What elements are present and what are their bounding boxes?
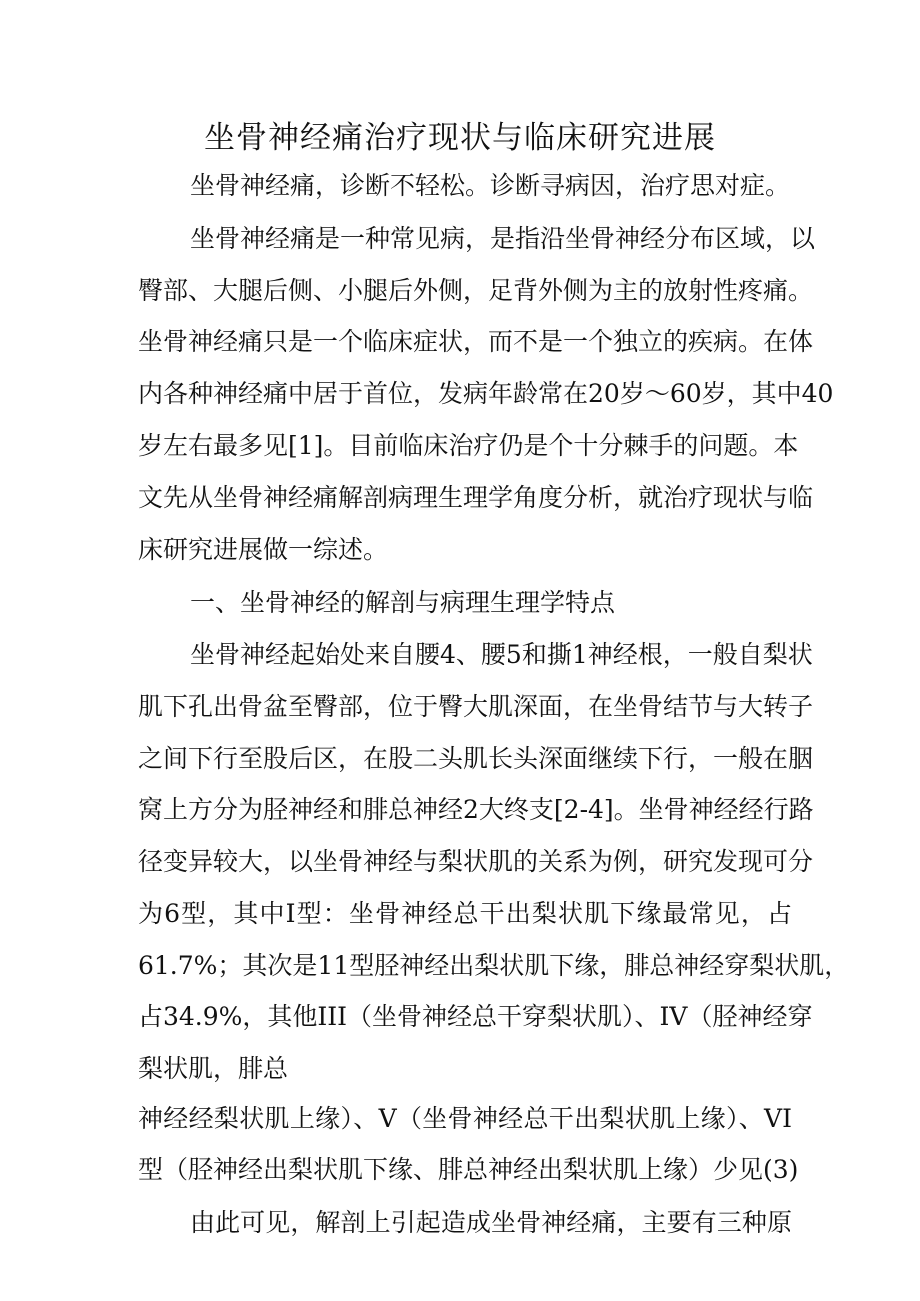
text-line: 型（胫神经出梨状肌下缘、腓总神经出梨状肌上缘）少见(3) [138,1155,799,1184]
text-line: 61.7%；其次是11型胫神经出梨状肌下缘，腓总神经穿梨状肌， [138,951,850,980]
text-line: 坐骨神经痛只是一个临床症状，而不是一个独立的疾病。在体 [138,327,814,356]
text-line: 肌下孔出骨盆至臀部，位于臀大肌深面，在坐骨结节与大转子 [138,692,814,721]
text-line: 坐骨神经痛是一种常见病，是指沿坐骨神经分布区域，以 [190,224,816,253]
text-line: 床研究进展做一综述。 [138,535,389,564]
text-line: 坐骨神经起始处来自腰4、腰5和撕1神经根，一般自梨状 [190,640,813,669]
text-line: 内各种神经痛中居于首位，发病年龄常在20岁～60岁，其中40 [138,379,834,408]
text-line: 坐骨神经痛，诊断不轻松。诊断寻病因，治疗思对症。 [190,171,791,200]
document-title: 坐骨神经痛治疗现状与临床研究进展 [204,120,716,156]
text-line: 之间下行至股后区，在股二头肌长头深面继续下行，一般在胭 [138,744,814,773]
text-line: 由此可见，解剖上引起造成坐骨神经痛，主要有三种原 [190,1208,792,1237]
text-line: 岁左右最多见[1]。目前临床治疗仍是个十分棘手的问题。本 [138,431,799,460]
text-line: 神经经梨状肌上缘）、V（坐骨神经总干出梨状肌上缘）、VI [138,1104,792,1133]
text-line: 臀部、大腿后侧、小腿后外侧，足背外侧为主的放射性疼痛。 [138,276,814,305]
text-line: 径变异较大，以坐骨神经与梨状肌的关系为例，研究发现可分 [138,847,814,876]
text-line: 文先从坐骨神经痛解剖病理生理学角度分析，就治疗现状与临 [138,483,814,512]
text-line: 梨状肌，腓总 [138,1054,289,1083]
text-line: 占34.9%，其他III（坐骨神经总干穿梨状肌）、IV（胫神经穿 [138,1002,813,1031]
text-line: 为6型，其中I型：坐骨神经总干出梨状肌下缘最常见，占 [138,899,792,928]
text-line: 窝上方分为胫神经和腓总神经2大终支[2-4]。坐骨神经经行路 [138,795,814,824]
section-heading: 一、坐骨神经的解剖与病理生理学特点 [190,588,616,617]
